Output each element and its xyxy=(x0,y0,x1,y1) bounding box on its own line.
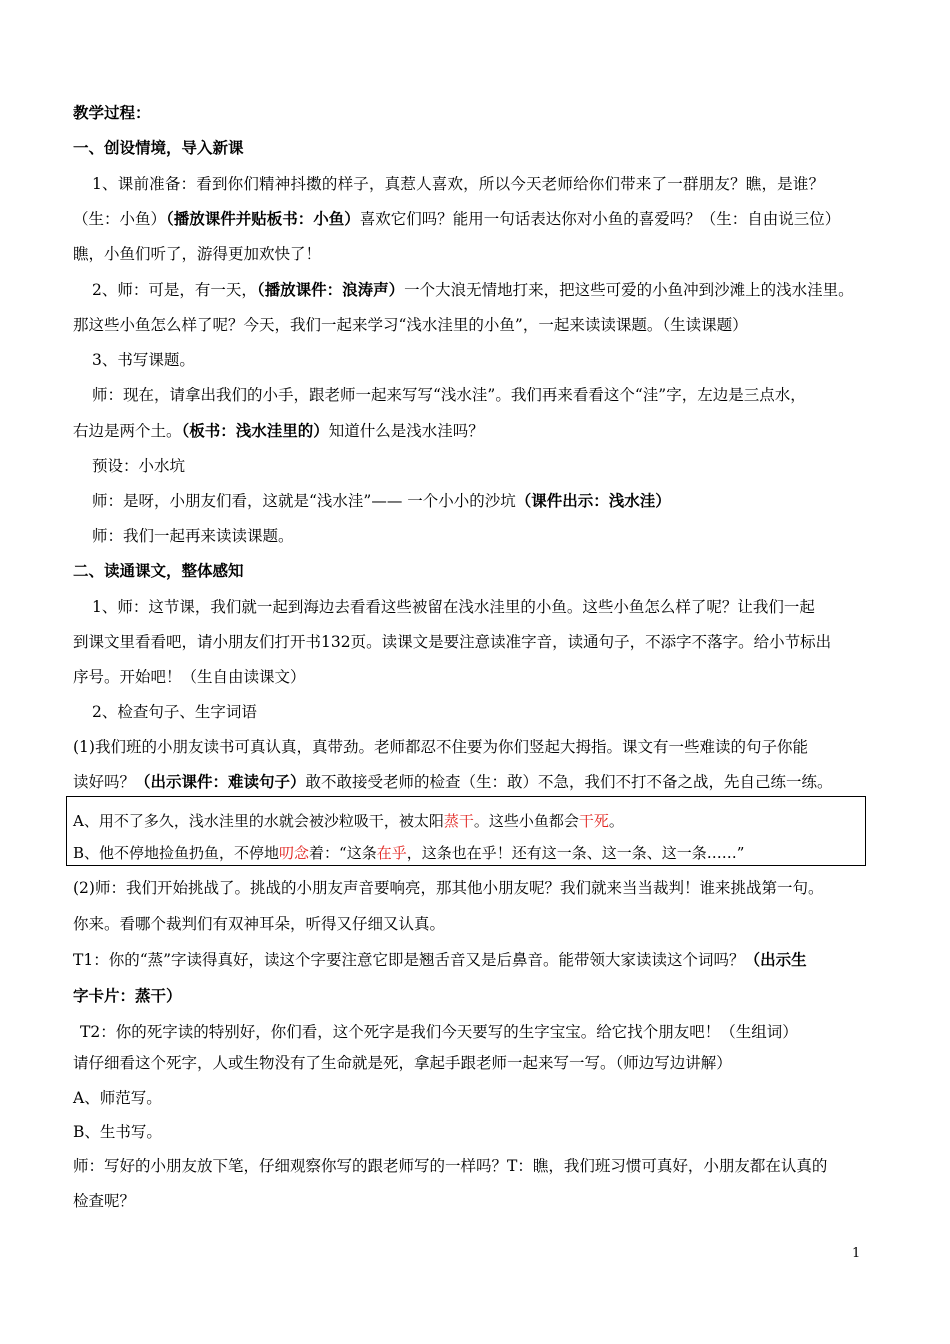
text: ，这条也在乎！还有这一条、这一条、这一条……” xyxy=(406,844,745,862)
highlight-word: 在乎 xyxy=(376,844,407,862)
text: 着：“这条 xyxy=(309,844,377,862)
text: 2、师：可是，有一天， xyxy=(92,281,257,299)
text: 右边是两个土。 xyxy=(73,422,182,440)
paragraph: T2：你的死字读的特别好，你们看，这个死字是我们今天要写的生字宝宝。给它找个朋友吧！（生组词） xyxy=(80,1023,798,1041)
paragraph: 预设：小水坑 xyxy=(92,457,186,475)
sentence-a xyxy=(73,810,873,832)
text: 喜欢它们吗？能用一句话表达你对小鱼的喜爱吗？（生：自由说三位） xyxy=(359,210,841,228)
highlight-word: 叨念 xyxy=(279,844,310,862)
paragraph: 3、书写课题。 xyxy=(92,351,195,369)
paragraph: B、生书写。 xyxy=(73,1123,162,1141)
text: T1：你的“蒸”字读得真好，读这个字要注意它即是翘舌音又是后鼻音。能带领大家读读这个词吗？ xyxy=(73,951,745,969)
bold-text: 字卡片：蒸干） xyxy=(73,987,182,1005)
text: 师：是呀，小朋友们看，这就是“浅水洼”—— 一个小小的沙坑 xyxy=(92,492,516,510)
paragraph: 序号。开始吧！（生自由读课文） xyxy=(73,668,306,686)
paragraph: 你来。看哪个裁判们有双神耳朵，听得又仔细又认真。 xyxy=(73,915,446,933)
paragraph xyxy=(92,490,892,512)
bold-text: （出示课件：难读句子） xyxy=(135,773,306,791)
paragraph: A、师范写。 xyxy=(73,1089,162,1107)
text: （生：小鱼） xyxy=(73,210,167,228)
paragraph: 瞧，小鱼们听了，游得更加欢快了！ xyxy=(73,245,322,263)
paragraph: 师：现在，请拿出我们的小手，跟老师一起来写写“浅水洼”。我们再来看看这个“洼”字，左边是三点水， xyxy=(92,386,806,404)
section-heading: 教学过程： xyxy=(73,104,151,122)
text: 读好吗？ xyxy=(73,773,136,791)
bold-text: （播放课件：浪涛声） xyxy=(256,281,405,299)
bold-text: （课件出示：浅水洼） xyxy=(515,492,671,510)
paragraph xyxy=(73,208,873,230)
paragraph: 1、课前准备：看到你们精神抖擞的样子，真惹人喜欢，所以今天老师给你们带来了一群朋友？瞧，是谁？ xyxy=(92,175,825,193)
paragraph xyxy=(73,420,873,442)
paragraph: 检查呢？ xyxy=(73,1192,136,1210)
highlight-word: 蒸干 xyxy=(443,812,474,830)
paragraph: 到课文里看看吧，请小朋友们打开书132页。读课文是要注意读准字音，读通句子，不添字不落字。给小节标出 xyxy=(73,633,832,651)
paragraph: 1、师：这节课，我们就一起到海边去看看这些被留在浅水洼里的小鱼。这些小鱼怎么样了呢？让我们一起 xyxy=(92,598,815,616)
text: B、他不停地捡鱼扔鱼，不停地 xyxy=(73,844,280,862)
paragraph xyxy=(92,279,892,301)
bold-text: （板书：浅水洼里的） xyxy=(181,422,329,440)
highlight-word: 干死 xyxy=(578,812,609,830)
text: A、用不了多久，浅水洼里的水就会被沙粒吸干，被太阳 xyxy=(73,812,444,830)
paragraph: (1)我们班的小朋友读书可真认真，真带劲。老师都忍不住要为你们竖起大拇指。课文有一些难读的句子你能 xyxy=(73,738,808,756)
paragraph: (2)师：我们开始挑战了。挑战的小朋友声音要响亮，那其他小朋友呢？我们就来当当裁判！谁来挑战第一句。 xyxy=(73,879,824,897)
section-2-title: 二、读通课文，整体感知 xyxy=(73,562,244,580)
paragraph: 请仔细看这个死字，人或生物没有了生命就是死，拿起手跟老师一起来写一写。（师边写边讲解） xyxy=(73,1054,732,1072)
sentence-b xyxy=(73,842,873,864)
paragraph: 2、检查句子、生字词语 xyxy=(92,703,257,721)
text: 。这些小鱼都会 xyxy=(473,812,579,830)
text: 一个大浪无情地打来，把这些可爱的小鱼冲到沙滩上的浅水洼里。 xyxy=(404,281,854,299)
paragraph xyxy=(73,949,873,971)
paragraph xyxy=(73,771,873,793)
page-number: 1 xyxy=(852,1246,861,1261)
section-1-title: 一、创设情境，导入新课 xyxy=(73,139,244,157)
paragraph: 那这些小鱼怎么样了呢？今天，我们一起来学习“浅水洼里的小鱼”，一起来读读课题。（生读课题） xyxy=(73,316,748,334)
text: 敢不敢接受老师的检查（生：敢）不急，我们不打不备之战，先自己练一练。 xyxy=(305,773,833,791)
text: 知道什么是浅水洼吗？ xyxy=(328,422,484,440)
paragraph: 师：写好的小朋友放下笔，仔细观察你写的跟老师写的一样吗？T：瞧，我们班习惯可真好，小朋友都在认真的 xyxy=(73,1157,828,1175)
text: 。 xyxy=(608,812,624,830)
bold-text: （播放课件并贴板书：小鱼） xyxy=(166,210,360,228)
paragraph: 师：我们一起再来读读课题。 xyxy=(92,527,294,545)
bold-text: （出示生 xyxy=(744,951,807,969)
